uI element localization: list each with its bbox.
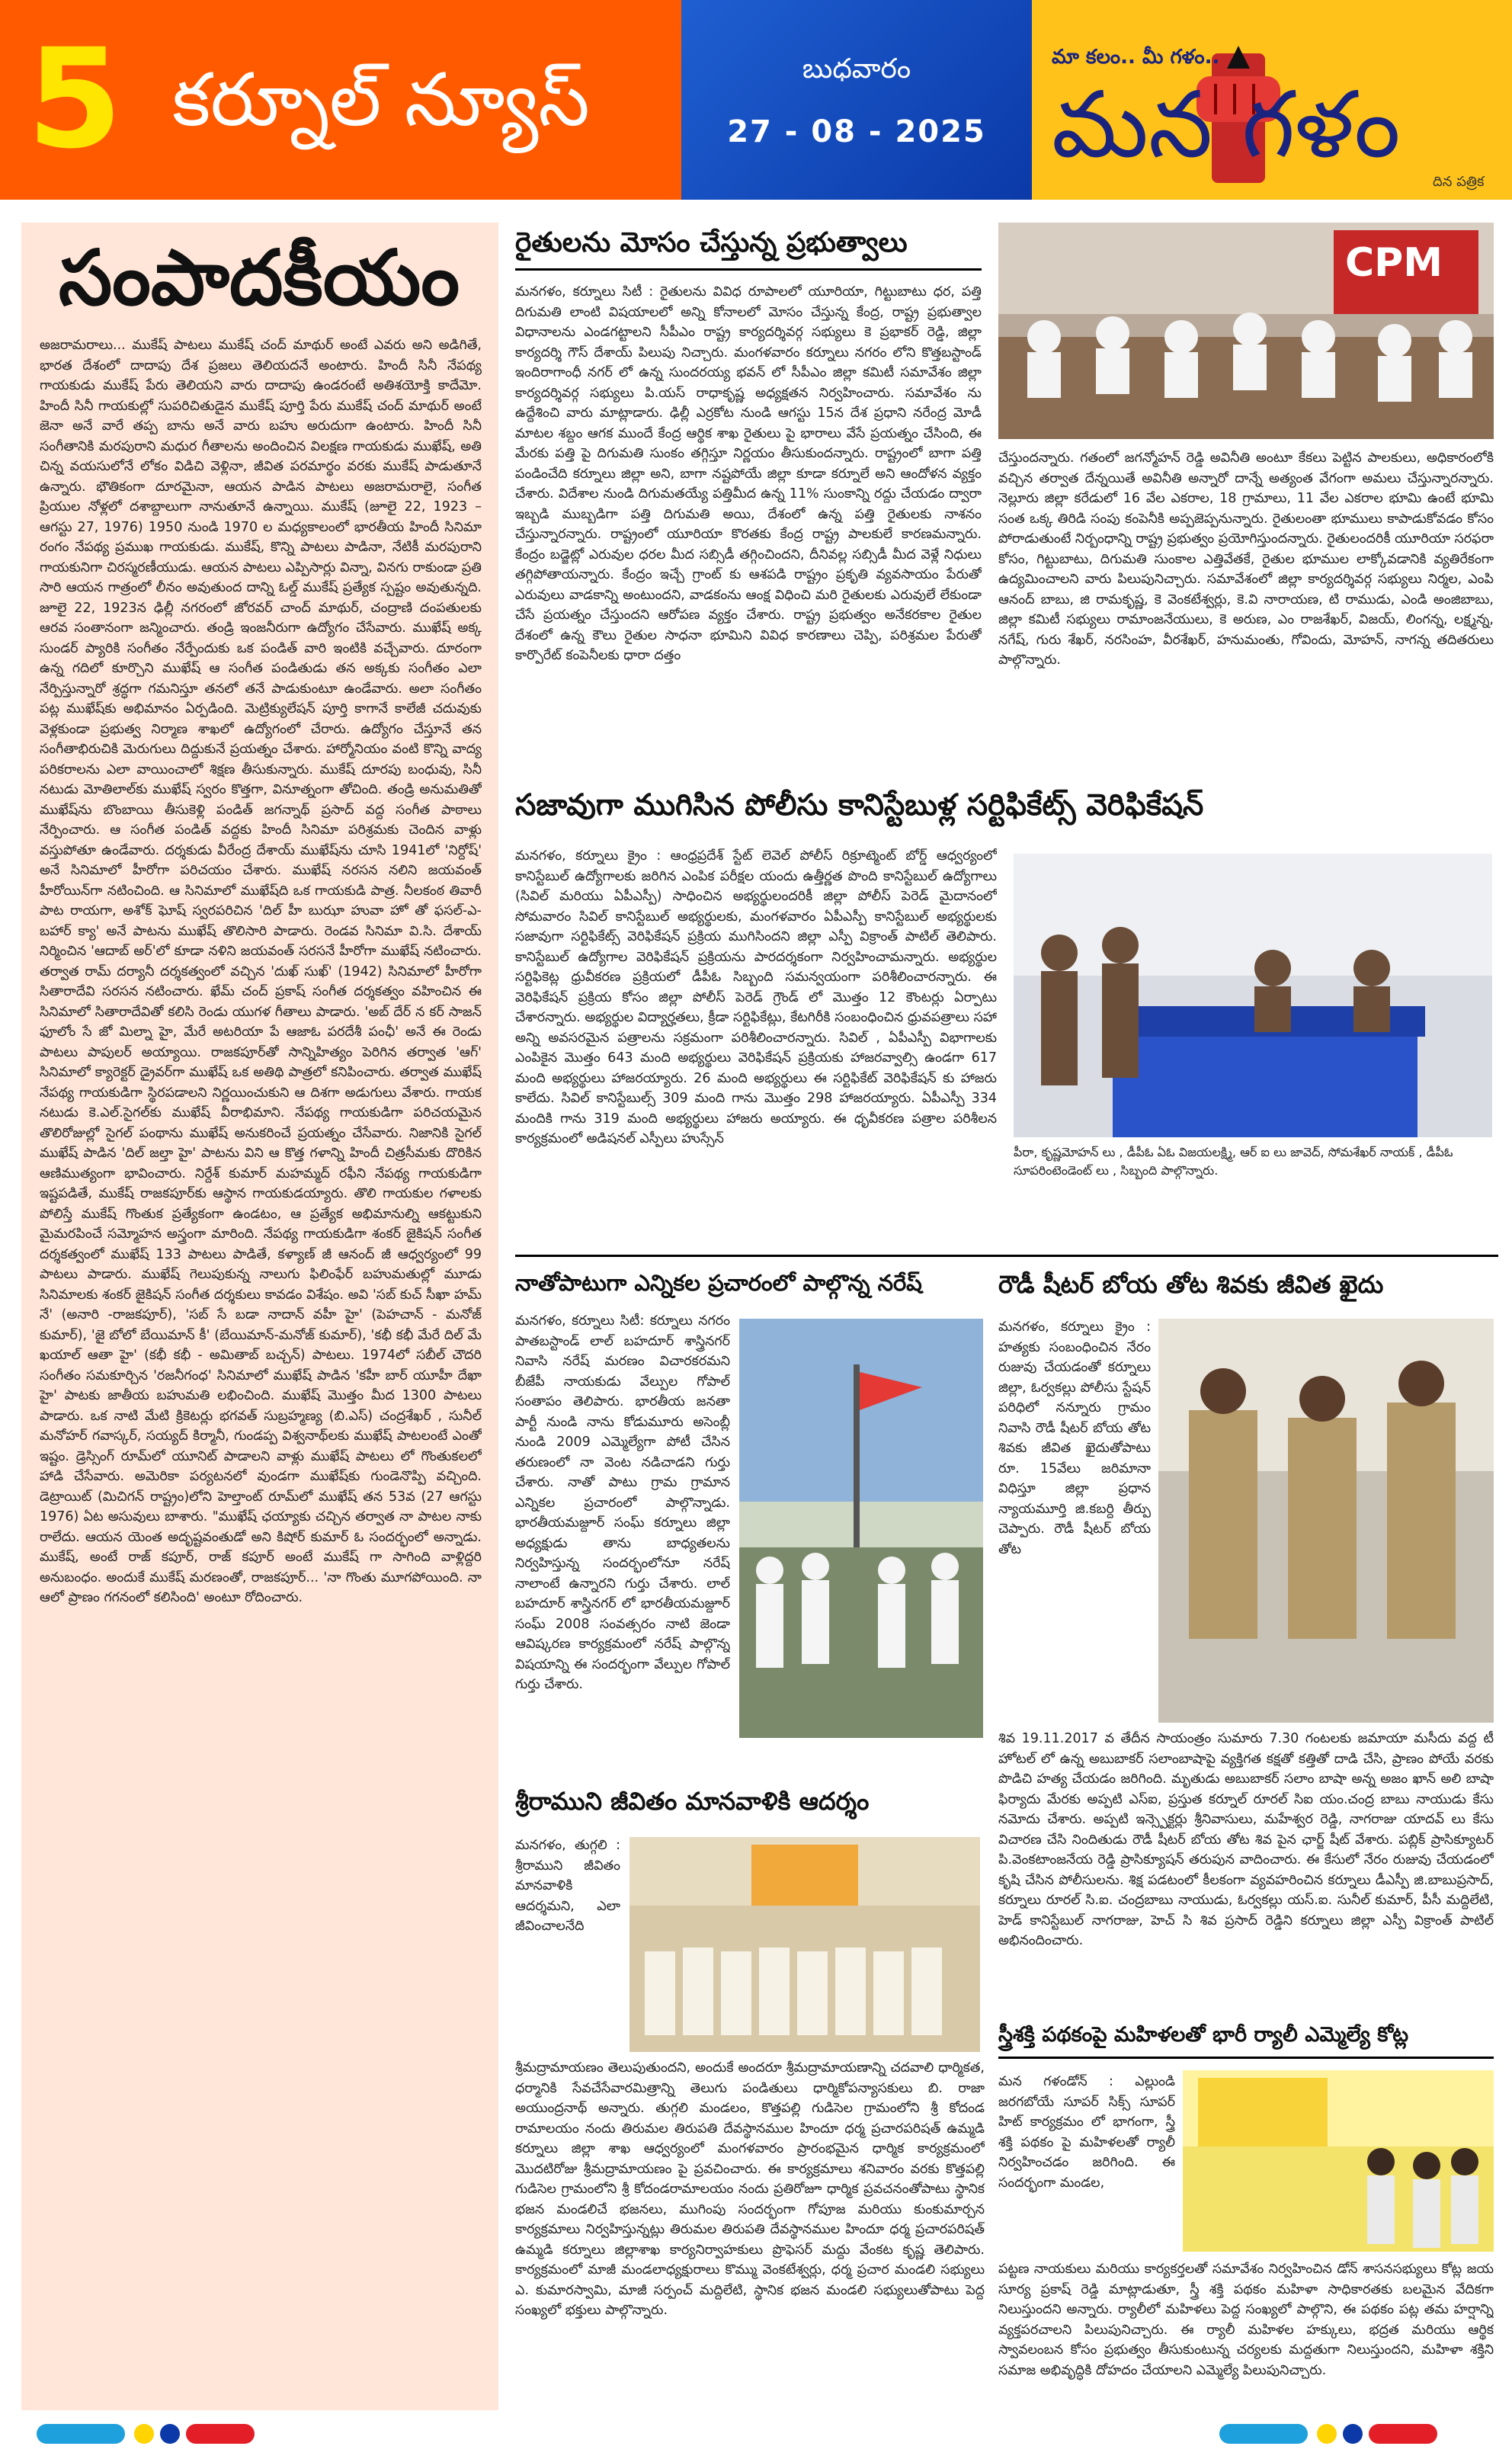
footer-bar-red <box>186 2424 255 2444</box>
article-rally-body-narrow: మన గళండోన్ : ఎల్లుండి జరగబోయే సూపర్ సిక్స్ సూపర్ హిట్ కార్యక్రమం లో భాగంగా, స్త్రీ శక్తి పథకం పై మహిళలతో ర్యాలీ నిర్వహించడం జరిగింది. ఈ సందర్భంగా మండల, <box>998 2074 1175 2191</box>
footer-dot-navy <box>1343 2424 1363 2444</box>
footer-bar-blue <box>37 2424 125 2444</box>
headline-sriram: శ్రీరాముని జీవితం మానవాళికి ఆదర్శం <box>515 1787 870 1816</box>
sriram-devotees-photo <box>629 1837 980 2052</box>
weekday: బుధవారం <box>802 53 911 85</box>
footer-dot-navy <box>160 2424 180 2444</box>
police-verification-photo <box>1014 854 1492 1137</box>
headline-rally: స్త్రీశక్తి పథకంపై మహిళలతో భారీ ర్యాలీ ఎమ్మెల్యే కోట్ల <box>998 2023 1409 2047</box>
article-police-body: మనగళం, కర్నూలు క్రైం : ఆంధ్రప్రదేశ్ స్టేట్ లెవెల్ పోలీస్ రిక్రూట్మెంట్ బోర్డ్ ఆధ్వర్యంలో కానిస్టేబుల్ ఉద్యోగాలకు జరిగిన ఎంపిక పరీక్షల యందు ఉత్తీర్ణత పొంది కానిస్టేబుల్ ఉద్యోగాలు (సివిల్ మరియు ఏపీఎస్పీ) సాధించిన అభ్యర్థులందరికీ జిల్లా పోలీస్ పెరెడ్ మైదానంలో సోమవారం సివిల్ కానిస్టేబుల్ అభ్యర్థులకు, మంగళవారం ఏపీఎస్పీ కానిస్టేబుల్ అభ్యర్థులకు సజావుగా సర్టిఫికేట్స్ వెరిఫికేషన్ ప్రక్రియ ముగిసిందని జిల్లా ఎస్పీ విక్రాంత్ పాటిల్ తెలిపారు. కానిస్టేబుల్ ఉద్యోగాల వెరిఫికేషన్ ప్రక్రియను పారదర్శకంగా నిర్వహించామన్నారు. అభ్యర్థుల సర్టిఫికెట్ల ధ్రువీకరణ ప్రక్రియలో డీపీఓ సిబ్బంది సమన్వయంగా పరిశీలించారన్నారు. ఈ వెరిఫికేషన్ ప్రక్రియ కోసం జిల్లా పోలీస్ పెరెడ్ గ్రౌండ్ లో మొత్తం 12 కౌంటర్లు ఏర్పాటు చేశారన్నారు. అభ్యర్థుల విద్యార్హతలు, క్రీడా సర్టిఫికేట్లు, కేటగిరీకి సంబంధించిన ధ్రువపత్రాలు సహా అన్ని అవసరమైన పత్రాలను సక్రమంగా పరిశీలించారన్నారు. సివిల్ , ఏపీఎస్పీ విభాగాలకు ఎంపికైన మొత్తం 643 మంది అభ్యర్థులు వెరిఫికేషన్ ప్రక్రియకు హాజరవ్వాల్సి ఉండగా 617 మంది అభ్యర్థులు హాజరయ్యారు. 26 మంది అభ్యర్థులు ఈ సర్టిఫికేట్ వెరిఫికేషన్ కు హాజరు కాలేదు. సివిల్ కానిస్టేబుల్స్ 309 మంది గాను మొత్తం 298 హాజరయ్యారు. ఏపీఎస్పీ 334 మందికి గాను 319 మంది అభ్యర్థులు హాజరు అయ్యారు. ఈ ధృవీకరణ పత్రాల పరిశీలన కార్యక్రమంలో అడిషనల్ ఎస్పీలు హుస్సేన్ <box>515 848 997 1146</box>
headline-police: సజావుగా ముగిసిన పోలీసు కానిస్టేబుళ్ల సర్టిఫికేట్స్ వెరిఫికేషన్ <box>515 788 1204 822</box>
logo-name: మన గళం <box>1052 72 1401 178</box>
footer-dot-yellow <box>134 2424 154 2444</box>
article-sriram-body-narrow: మనగళం, తుగ్గలి : శ్రీరాముని జీవితం మానవాళికి ఆదర్శమని, ఎలా జీవించాలనేది <box>515 1838 620 1934</box>
rally-meeting-photo <box>1183 2070 1494 2252</box>
article-farmers-body-cont: చేస్తుందన్నారు. గతంలో జగన్మోహన్ రెడ్డి అవినీతి అంటూ కేకలు పెట్టిన పాలకులు, అధికారంలోకి వచ్చిన తర్వాత దేన్నయితే అవినీతి అన్నారో దాన్నే అత్యంత వేగంగా అమలు చేస్తున్నారన్నారు. నెల్లూరు జిల్లా కరేడులో 16 వేల ఎకరాల, 18 గ్రామాలు, 11 వేల ఎకరాల భూమి ఉంటే భూమి సంత ఒక్క తిరిడి సంపు కంపెనీకి అప్పజెప్పనున్నారు. రైతులంతా భూములు కాపాడుకోవడం కోసం పోరాడుతుంటే నిర్బంధాన్ని రాష్ట్ర ప్రభుత్వం ప్రయోగిస్తుందన్నారు. రైతులందరికీ యూరియా సరఫరా కోసం, గిట్టుబాటు, దిగుమతి సుంకాల ఎత్తివేతకే, రైతుల భూముల లాక్కోవడానికి వ్యతిరేకంగా ఉద్యమించాలని వారు పిలుపునిచ్చారు. సమావేశంలో జిల్లా కార్యదర్శివర్గ సభ్యులు నిర్మల, ఎంపి ఆనంద్ బాబు, జి రామకృష్ణ, కె వెంకటేశ్వర్లు, కె.వి నారాయణ, టి రాముడు, ఎండి అంజిబాబు, జిల్లా కమిటీ సభ్యులు రామాంజనేయులు, కె అరుణ, ఎం రాజశేఖర్, విజయ్, లింగన్న, లక్ష్మన్న, నగేష్, గురు శేఖర్, నరసింహ, వీరశేఖర్, హనుమంతు, గోవిందు, మోహన్, నాగన్న తదితరులు పాల్గొన్నారు. <box>998 450 1494 668</box>
date-panel <box>681 0 1032 200</box>
editorial-title: సంపాదకీయం <box>58 233 460 322</box>
article-rally-body-wide: పట్టణ నాయకులు మరియు కార్యకర్తలతో సమావేశం నిర్వహించిన డోన్ శాసనసభ్యులు కోట్ల జయ సూర్య ప్రకాష్ రెడ్డి మాట్లాడుతూ, స్త్రీ శక్తి పథకం మహిళా సాధికారతకు బలమైన వేదికగా నిలుస్తుందని అన్నారు. ర్యాలీలో మహిళలు పెద్ద సంఖ్యలో పాల్గొని, ఈ పథకం పట్ల తమ హర్షాన్ని వ్యక్తపరచాలని పిలుపునిచ్చారు. ఈ ర్యాలీ మహిళల హక్కులు, భద్రత మరియు ఆర్థిక స్వావలంబన కోసం ప్రభుత్వం తీసుకుంటున్న చర్యలకు మద్దతుగా నిలుస్తుందని, మహిళా శక్తిని సమాజ అభివృద్ధికి దోహదం చేయాలని ఎమ్మెల్యే పిలుపునిచ్చారు. <box>998 2262 1494 2378</box>
headline-rowdy: రౌడీ షీటర్ బోయ తోట శివకు జీవిత ఖైదు <box>998 1270 1384 1299</box>
headline-underline <box>515 268 982 271</box>
article-farmers-body: మనగళం, కర్నూలు సిటీ : రైతులను వివిధ రూపాలలో యూరియా, గిట్టుబాటు ధర, పత్తి దిగుమతి లాంటి విషయాలలో అన్ని కోనాలలో మోసం చేస్తున్న కేంద్ర, రాష్ట్ర ప్రభుత్వాల విధానాలను ఎండగట్టాలని సీపీఎం రాష్ట్ర కార్యదర్శివర్గ సభ్యులు కె ప్రభాకర్ రెడ్డి, జిల్లా కార్యదర్శి గౌస్ దేశాయ్ పిలుపు నిచ్చారు. మంగళవారం కర్నూలు నగరం లోని కొత్తబస్టాండ్ ఇందిరాగాంధీ నగర్ లో ఉన్న సుందరయ్య భవన్ లో సీపీఎం జిల్లా కమిటీ సమావేశం జిల్లా కార్యదర్శివర్గ సభ్యులు పి.యస్ రాధాకృష్ణ అధ్యక్షతన నిర్వహించారు. సమావేశం ను ఉద్దేశించి వారు మాట్లాడారు. ఢిల్లీ ఎర్రకోట నుండి ఆగస్టు 15న దేశ ప్రధాని నరేంద్ర మోడీ మాటల శబ్దం ఆగక ముందే కేంద్ర ఆర్థిక శాఖ రైతులు పై భారాలు వేసే ప్రయత్నం చేసింది, ఈ మేరకు పత్తి పై దిగుమతి సుంకం తగ్గిస్తూ నిర్ణయం తీసుకుందన్నారు. రాష్ట్రంలో బాగా పత్తి పండించేది కర్నూలు జిల్లా అని, బాగా నష్టపోయే జిల్లా కూడా కర్నూలే అని ఆందోళన వ్యక్తం చేశారు. విదేశాల నుండి దిగుమతయ్యే పత్తిమీద ఉన్న 11% సుంకాన్ని రద్దు చేయడం ద్వారా ఇబ్బడి ముబ్బడిగా పత్తి దిగుమతి అయి, దేశంలో ఉన్న పత్తి రైతులకు నాశనం చేస్తున్నారన్నారు. రాష్ట్రంలో యూరియా కొరతకు కేంద్ర రాష్ట్ర పాలకులే కారణమన్నారు. కేంద్రం బడ్జెట్లో ఎరువుల ధరల మీద సబ్సిడీ తగ్గించిందని, దీనివల్ల సబ్సిడీ మీద వెళ్లే నిధులు తగ్గిపోతాయన్నారు. కేంద్రం ఇచ్చే గ్రాంట్ కు ఆశపడి రాష్ట్రం ప్రకృతి వ్యవసాయం పేరుతో ఎరువులు వాడకాన్ని అంటుందని, వాడకంను ఆంక్ష విధించి మరి రైతులకు ఎరువులే లేకుండా చేసే ప్రయత్నం చేస్తుందని ఆరోపణ వ్యక్తం చేశారు. రాష్ట్ర ప్రభుత్వం అనేకరకాల రైతుల దేశంలో ఉన్న కౌలు రైతుల సాధనా భూమిని వివిధ కారణాలు చెప్పి, పరిశ్రమల పేరుతో కార్పొరేట్ కంపెనీలకు ధారా దత్తం <box>515 284 982 663</box>
rowdy-police-photo <box>1158 1319 1494 1723</box>
cpm-banner-text: CPM <box>1345 240 1443 286</box>
issue-date: 27 - 08 - 2025 <box>727 114 986 149</box>
section-title: కర్నూల్ న్యూస్ <box>149 0 681 200</box>
article-rowdy-body-wide: శివ 19.11.2017 వ తేదీన సాయంత్రం సుమారు 7.30 గంటలకు జమాయా మసీదు వద్ద టీ హోటల్ లో ఉన్న అబుబాకర్ సలాంబాషాపై వ్యక్తిగత కక్షతో కత్తితో దాడి చేసి, ప్రాణం పోయే వరకు పొడిచి హత్య చేయడం జరిగింది. మృతుడు అబుబాకర్ సలాం బాషా అన్న అజం ఖాన్ అలి బాషా ఫిర్యాదు మేరకు అప్పటి ఎస్ఐ, ప్రస్తుత కర్నూల్ రూరల్ సిఐ యం.చంద్ర బాబు నాయుడు కేసు నమోదు చేశారు. అప్పటి ఇన్స్పెక్టర్లు శ్రీనివాసులు, మహేశ్వర రెడ్డి, నాగరాజు యాదవ్ లు కేసు విచారణ చేసి నిందితుడు రౌడీ షీటర్ బోయ తోట శివ పైన ఛార్జ్ షీట్ వేశారు. పబ్లిక్ ప్రాసిక్యూటర్ పి.వెంకటాంజనేయ రెడ్డి ప్రాసిక్యూషన్ తరుపున వాదించారు. ఈ కేసులో నేరం రుజువు చేయడంలో కృషి చేసిన పోలీసులను. శిక్ష పడటంలో కీలకంగా వ్యవహరించిన కర్నూలు డీఎస్పీ జి.బాబుప్రసాద్, కర్నూలు రూరల్ సి.ఐ. చంద్రబాబు నాయుడు, ఓర్వకల్లు యస్.ఐ. సునీల్ కుమార్, పీసీ మద్దిలేటి, హెడ్ కానిస్టేబుల్ నాగరాజు, హెచ్ సి శివ ప్రసాద్ రెడ్డిని కర్నూలు జిల్లా ఎస్పీ విక్రాంత్ పాటిల్ అభినందించారు. <box>998 1731 1494 1948</box>
naresh-flag-photo <box>739 1319 983 1738</box>
headline-farmers: రైతులను మోసం చేస్తున్న ప్రభుత్వాలు <box>515 227 908 258</box>
article-sriram-body-wide: శ్రీమద్రామాయణం తెలుపుతుందని, అందుకే అందరూ శ్రీమద్రామాయణాన్ని చదవాలి ధార్మికత, ధర్మానికి సేవచేసేవారమిత్రాన్ని తెలుగు పండితులు ధార్మికోపన్యాసకులు బి. రాజా అయుంద్రనాథ్ అన్నారు. తుగ్గలి మండలం, కొత్తపల్లి గుడిసెల గ్రామంలోని శ్రీ కోదండ రామాలయం నందు తిరుమల తిరుపతి దేవస్థానముల హిందూ ధర్మ ప్రచారపరిషత్ ఉమ్మడి కర్నూలు జిల్లా శాఖ ఆధ్వర్యంలో మంగళవారం ప్రారంభమైన ధార్మిక కార్యక్రమంలో మొదటిరోజు శ్రీమద్రామాయణం పై ప్రవచించారు. ఈ కార్యక్రమాలు శనివారం వరకు కొత్తపల్లి గుడిసెల గ్రామంలోని శ్రీ కోదండరామాలయం నందు ప్రతిరోజూ ధార్మిక ప్రవచనంతోపాటు స్థానిక భజన మండలిచే భజనలు, ముగింపు సందర్భంగా గోపూజ మరియు కుంకుమార్చన కార్యక్రమాలు నిర్వహిస్తున్నట్లు తిరుమల తిరుపతి దేవస్థానముల హిందూ ధర్మ ప్రచారపరిషత్ ఉమ్మడి కర్నూలు జిల్లాశాఖ కార్యనిర్వాహకులు ప్రొఫెసర్ మద్దు వేంకట కృష్ణ తెలిపారు. కార్యక్రమంలో మాజీ మండలాధ్యక్షురాలు కొమ్ము వెంకటేశ్వర్లు, ధర్మ ప్రచార మండలి సభ్యులు ఎ. కుమారస్వామి, మాజీ సర్పంచ్ మద్దిలేటి, స్థానిక భజన మండలి సభ్యులుతోపాటు పెద్ద సంఖ్యలో భక్తులు పాల్గొన్నారు. <box>515 2060 985 2318</box>
footer-bar-blue <box>1219 2424 1308 2444</box>
page-number: 5 <box>0 0 149 200</box>
logo-tagline: మా కలం.. మీ గళం.. <box>1052 46 1220 69</box>
logo-subtitle: దిన పత్రిక <box>1433 174 1485 190</box>
footer-bar-red <box>1369 2424 1437 2444</box>
headline-naresh: నాతోపాటుగా ఎన్నికల ప్రచారంలో పాల్గొన్న నరేష్ <box>515 1270 922 1296</box>
article-rowdy-body-narrow: మనగళం, కర్నూలు క్రైం : హత్యకు సంబంధించిన నేరం రుజువు చేయడంతో కర్నూలు జిల్లా, ఓర్వకల్లు పోలీసు స్టేషన్ పరిధిలో నన్నూరు గ్రామం నివాసి రౌడీ షీటర్ బోయ తోట శివకు జీవిత ఖైదుతోపాటు రూ. 15వేలు జరిమానా విధిస్తూ జిల్లా ప్రధాన న్యాయమూర్తి జి.కబర్ది తీర్పు చెప్పారు. రౌడీ షీటర్ బోయ తోట <box>998 1319 1151 1557</box>
footer-dot-yellow <box>1317 2424 1337 2444</box>
section-divider <box>515 1255 1498 1257</box>
police-photo-caption: పీరా, కృష్ణమోహన్ లు , డీపీఓ ఏఓ విజయలక్ష్మి, ఆర్ ఐ లు జావెద్, సోమశేఖర్ నాయక్ , డీపీఓ సూపరింటెండెంట్ లు , సిబ్బంది పాల్గొన్నారు. <box>1014 1145 1453 1178</box>
headline-underline <box>998 2057 1494 2059</box>
article-naresh-body: మనగళం, కర్నూలు సిటీ: కర్నూలు నగరం పాతబస్టాండ్ లాల్ బహదూర్ శాస్త్రినగర్ నివాసి నరేష్ మరణం విచారకరమని బీజేపీ నాయకుడు వేల్పుల గోపాల్ సంతాపం తెలిపారు. భారతీయ జనతా పార్టీ నుండి నాను కోడుమూరు అసెంబ్లీ నుండి 2009 ఎమ్మెల్యేగా పోటీ చేసిన తరుణంలో నా వెంట నడిచాడని గుర్తు చేశారు. నాతో పాటు గ్రామ గ్రామాన ఎన్నికల ప్రచారంలో పాల్గొన్నాడు. భారతీయమజ్దూర్ సంఘ్ కర్నూలు జిల్లా అధ్యక్షుడు తాను బాధ్యతలను నిర్వహిస్తున్న సందర్భంలోనూ నరేష్ నాలాంటే ఉన్నారని గుర్తు చేశారు. లాల్ బహదూర్ శాస్త్రినగర్ లో భారతీయమజ్దూర్ సంఘ్ 2008 సంవత్సరం నాటి జెండా ఆవిష్కరణ కార్యక్రమంలో నరేష్ పాల్గొన్న విషయాన్ని ఈ సందర్భంగా వేల్పుల గోపాల్ గుర్తు చేశారు. <box>515 1313 730 1692</box>
cpm-meeting-photo <box>998 223 1494 439</box>
editorial-body: అజరామరాలు... ముకేష్ పాటలు ముకేష్ చంద్ మాథుర్ అంటే ఎవరు అని అడిగితే, భారత దేశంలో దాదాపు దేశ ప్రజలు తెలియదనే అంటారు. హిందీ సినీ నేపథ్య గాయకుడు ముకేష్ పేరు తెలియని వారు దాదాపు ఉండరంటే అతిశయోక్తి కాదేమో. హిందీ సినీ గాయకుల్లో సుపరిచితుడైన ముకేష్ పూర్తి పేరు ముకేష్ చంద్ మాథుర్ అంటే జెనా అనే వారే తప్ప బాను అనే వారు బహు అరుదుగా ఉంటారు. హిందీ సినీ సంగీతానికి మరపురాని మధుర గీతాలను అందించిన విలక్షణ గాయకుడు ముఖేష్, అతి చిన్న వయసులోనే లోకం విడిచి వెళ్లినా, జీవిత పరమార్థం వరకు ముకేష్ పాడుతూనే ఉన్నారు. భౌతికంగా దూరమైనా, ఆయన పాడిన పాటలు అజరామరాలై, సంగీత ప్రియుల నోళ్లలో దశాబ్దాలుగా నానుతూనే ఉన్నాయి. ముకేష్ (జూలై 22, 1923 – ఆగస్టు 27, 1976) 1950 నుండి 1970 ల మధ్యకాలంలో భారతీయ హిందీ సినిమా రంగం నేపథ్య ప్రముఖ గాయకుడు. ముకేష్, కొన్ని పాటలు పాడినా, నేటికీ మరపురాని గాయకునిగా చిరస్మరణీయుడు. ఆయన పాటలు ఎప్పిసార్లు విన్నా, వినగు రాకుండా ప్రతి సారి ఆయన గాత్రంలో లీనం అవుతుంద దాన్ని ఓల్డ్ ముకేష్ ప్రత్యేక స్పష్టం అవుతున్నది. జూలై 22, 1923న ఢిల్లీ నగరంలో జోరవర్ చాంద్ మాథుర్, చంద్రాణి దంపతులకు ఆరవ సంతానంగా జన్మించారు. తండ్రి ఇంజనీరుగా ఉద్యోగం చేసేవారు. ముఖేష్ అక్క సుండర్ ప్యారికి సంగీతం నేర్పేందుకు ఒక పండిత్ వారి ఇంటికి వచ్చేవారు. దూరంగా ఉన్న గదిలో కూర్చొని ముఖేష్ ఆ సంగీత పండితుడు తన అక్కకు సంగీతం ఎలా నేర్పిస్తున్నారో శ్రద్ధగా గమనిస్తూ తనలో తనే పాడుకుంటూ ఉండేవారు. అలా సంగీతం పట్ల ముఖేష్‌కు అభిమానం ఏర్పడింది. మెట్రిక్యులేషన్ పూర్తి కాగానే కాలేజీ చదువుకు వెళ్లకుండా ప్రభుత్వ నిర్మాణ శాఖలో ఉద్యోగంలో చేరారు. ఉద్యోగం చేస్తూనే తన సంగీతాభిరుచికి మెరుగులు దిద్దుకునే ప్రయత్నం చేశారు. హార్మోనియం వంటి కొన్ని వాద్య పరికరాలను ఎలా వాయించాలో శిక్షణ తీసుకున్నారు. ముకేష్ దూరపు బంధువు, సినీ నటుడు మోతిలాల్‌కు ముఖేష్ స్వరం కొత్తగా, వినూత్నంగా తోచింది. తండ్రి అనుమతితో ముఖేష్‌ను బొంబాయి తీసుకెళ్లి పండిత్ జగన్నాథ్ ప్రసాద్ వద్ద సంగీత పాఠాలు నేర్పించారు. ఆ సంగీత పండిత్ వద్దకు హిందీ సినిమా పరిశ్రమకు చెందిన వాళ్లు వస్తుపోతూ ఉండేవారు. దర్శకుడు వీరేంద్ర దేశాయ్ ముఖేష్‌ను చూసి 1941లో 'నిర్దోష్' అనే సినిమాలో హీరోగా పరిచయం చేశారు. ముఖేష్ నరసన నలిని జయవంత్ హీరోయిన్‌గా నటించింది. ఆ సినిమాలో ముఖేష్‌ది ఒక గాయకుడి పాత్ర. నీలకంఠ తివారీ పాట రాయగా, అశోక్ ఘోష్ స్వరపరిచిన 'దిల్ హీ బుఝా హువా హో తో ఫసల్-ఎ-బహార్ క్యా' అనే పాటను ముఖేష్ తొలిసారి పాడారు. రెండవ సినిమా వి.సి. దేశాయ్ నిర్మించిన 'ఆదాబ్ అర్'లో కూడా నళిని జయవంత్ సరసనే హీరోగా ముఖేష్ నటించారు. తర్వాత రామ్ దర్యానీ దర్శకత్వంలో వచ్చిన 'దుఖ్ సుఖ్' (1942) సినిమాలో హీరోగా సితారాదేవి సరసన నటించారు. ఖేమ్ చంద్ ప్రకాష్ సంగీత దర్శకత్వం వహించిన ఈ సినిమాలో సితారాదేవితో కలిసి రెండు యుగళ గీతాలు పాడారు. 'అబ్ దేర్ న కర్ సాజన్ ఫూలోం సే జో మిల్నా హై, మేరే అటరియా పే ఆజాఓ పరదేశీ పంఛీ' అనే ఈ రెండు పాటలు పాపులర్ అయ్యాయి. రాజకపూర్‌తో సాన్నిహిత్యం పెరిగిన తర్వాత 'ఆగ్' సినిమాలో క్యారెక్టర్ డ్రైవర్‌గా ముఖేష్ ఒక అతిథి పాత్రలో కనిపించారు. తర్వాత ముఖేష్ నేపథ్య గాయకుడిగా స్థిరపడాలని నిర్ణయించుకుని ఆ దిశగా అడుగులు వేశారు. గాయక నటుడు కె.ఎల్.సైగల్‌కు ముఖేష్ వీరాభిమాని. నేపథ్య గాయకుడిగా పరిచయమైన తొలిరోజుల్లో సైగల్ పంథాను ముఖేష్ అనుకరించే ప్రయత్నం చేసేవారు. నిజానికి సైగల్ ముఖేష్ పాడిన 'దిల్ జల్తా హై' పాటను విని ఆ కొత్త గళాన్ని హిందీ చిత్రసీమకు దొరికిన ఆణిముత్యంగా భావించారు. నిర్దేశ్ కుమార్ మహమ్మద్ రఫీని నేపథ్య గాయకుడిగా ఇష్టపడితే, ముకేష్ రాజకపూర్‌కు ఆస్థాన గాయకుడయ్యారు. తొలి గాయకుల గళాలకు పోలిస్తే ముకేష్ గొంతుక ప్రత్యేకంగా ఉండటం, ఆ ప్రత్యేక అభిమానుల్ని ఆకట్టుకుని మైమరపించే సమ్మోహన అస్త్రంగా మారింది. నేపథ్య గాయకుడిగా శంకర్ జైకిషన్ సంగీత దర్శకత్వంలో ముఖేష్ 133 పాటలు పాడితే, కళ్యాణ్ జీ ఆనంద్ జీ ఆధ్వర్యంలో 99 పాటలు పాడారు. ముఖేష్ గెలుపుకున్న నాలుగు ఫిలింఫేర్ బహుమతుల్లో మూడు సినిమాలకు శంకర్ జైకిషన్ సంగీత దర్శకులు కావడం విశేషం. అవి 'సబ్ కుచ్ సీఖా హమ్ నే' (అనారి -రాజకపూర్), 'సబ్ సే బడా నాదాన్ వహీ హై' (పెహచాన్ - మనోజ్ కుమార్), 'జై బోలో బేయిమాన్ కీ' (బేయిమాన్-మనోజ్ కుమార్), 'కభీ కభీ మేరే దిల్ మే ఖయాల్ ఆతా హై' (కభీ కభీ - అమితాబ్ బచ్చన్) పాటలు. 1974లో సబీల్ చౌదరి సంగీతం సమకూర్చిన 'రజనీగంధ' సినిమాలో ముఖేష్ పాడిన 'కహీ బార్ యూహీ దేఖా హై' పాటకు జాతీయ బహుమతి లభించింది. ముఖేష్ మొత్తం మీద 1300 పాటలు పాడారు. ఒక నాటి మేటి క్రికెటర్లు భగవత్ సుబ్రహ్మణ్య (బి.ఎస్) చంద్రశేఖర్ , సునీల్ మనోహర్ గవాస్కర్, సయ్యద్ కిర్మానీ, గుండప్ప విశ్వనాథ్‌లకు ముఖేష్ పాటలంటే ఎంతో ఇష్టం. డ్రెస్సింగ్ రూమ్‌లో యూనిట్ పాడాలని వాళ్లు ముఖేష్ పాటలు లో గొంతుకలలో హాడి చేసేవారు. అమెరికా పర్యటనలో వుండగా ముఖేష్‌కు గుండెనొప్పి వచ్చింది. డెట్రాయిట్ (మిచిగన్ రాష్ట్రం)లోని హెల్తాంట్ రూమ్‌లో ముఖేష్ తన 53వ (27 ఆగస్టు 1976) ఏట అసువులు బాశారు. "ముఖేష్ ఛయ్యాకు చచ్చిన తర్వాత నా పాటల నాకు రాలేదు. ఆయన యెంత అదృష్టవంతుడో అని కిషోర్ కుమార్ ఓ సందర్భంలో అన్నాడు. ముకేష్, అంటే రాజ్ కపూర్, రాజ్ కపూర్ అంటే ముకేష్ గా సాగింది వాళ్లిద్దరి అనుబంధం. అందుకే ముకేష్ మరణంతో, రాజకపూర్... 'నా గొంతు మూగపోయింది. నా ఆలో ప్రాణం గగనంలో కలిసింది' అంటూ రోదించారు. <box>40 338 482 1605</box>
